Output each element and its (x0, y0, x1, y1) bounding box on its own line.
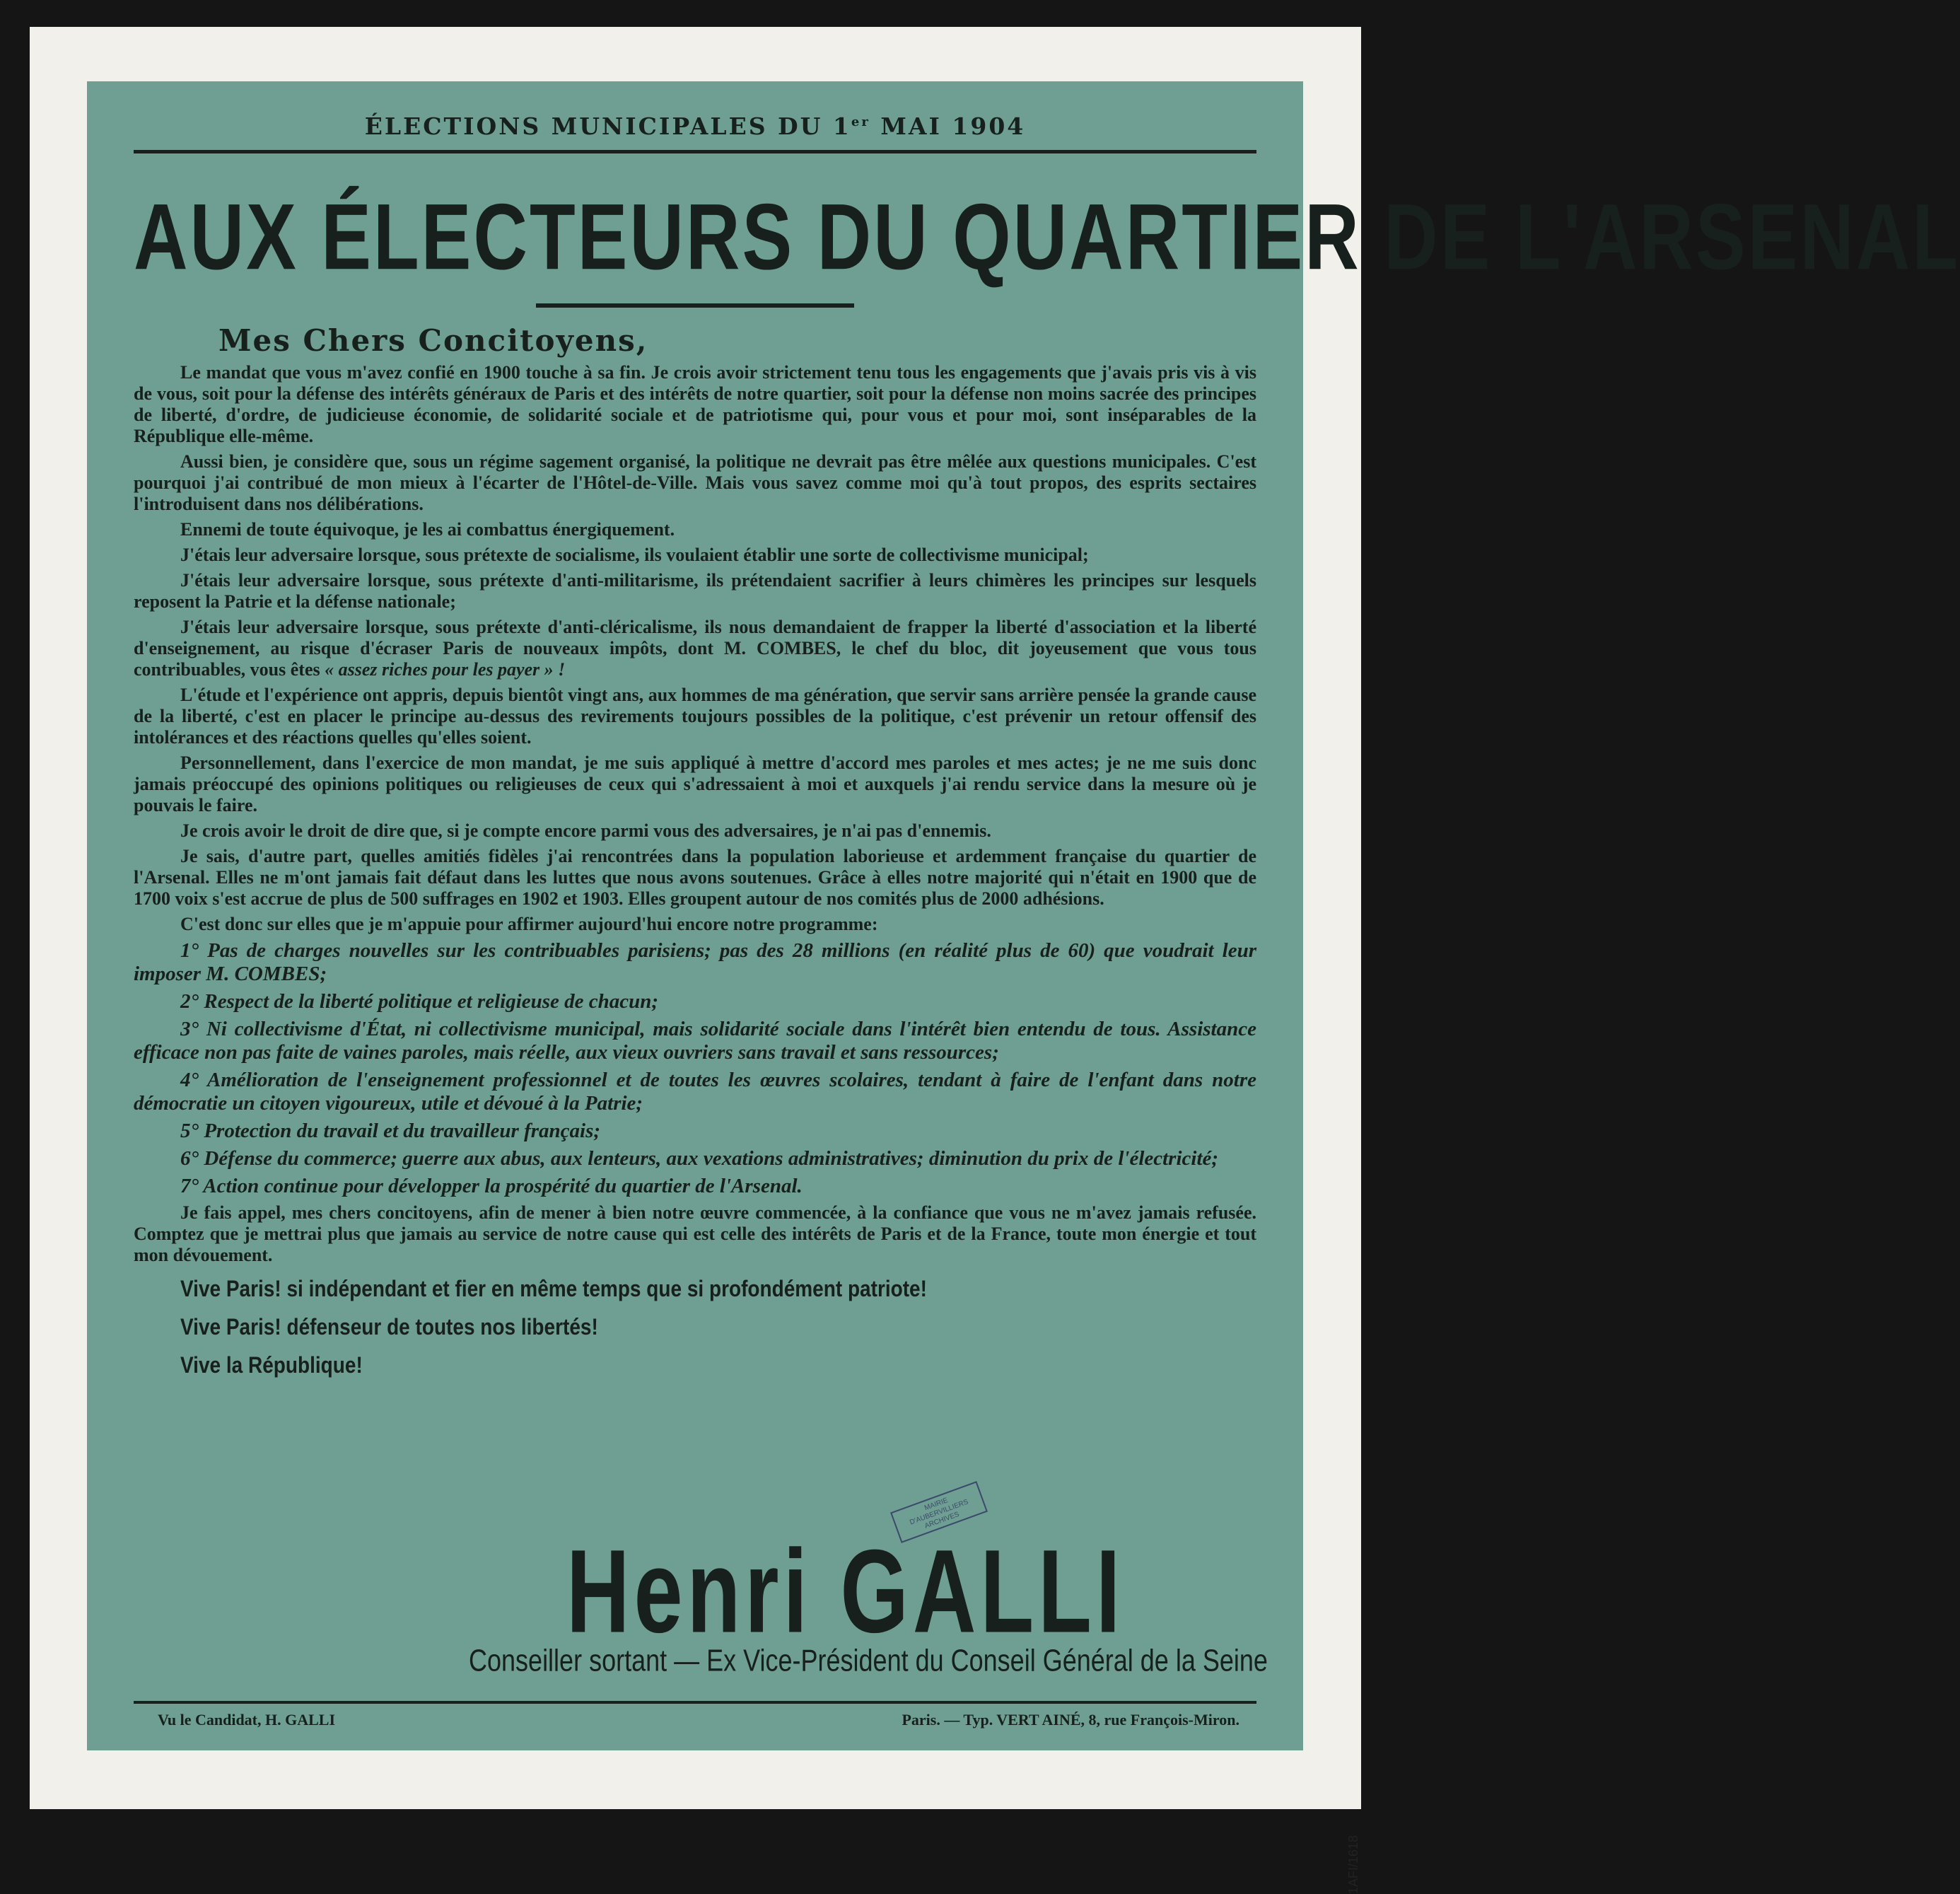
footer-rule (134, 1701, 1256, 1704)
vivat-line: Vive Paris! si indépendant et fier en même temps que si profondément patriote! (180, 1276, 927, 1301)
programme-item: 2° Respect de la liberté politique et religieuse de chacun; (180, 990, 659, 1013)
paragraph: Ennemi de toute équivoque, je les ai combattus énergiquement. (180, 519, 675, 540)
paragraph: J'étais leur adversaire lorsque, sous prétexte d'anti-militarisme, ils prétendaient sacrifier à leurs chimères les principes sur lesquels reposent la Patrie et la défense nationale; (134, 570, 1256, 612)
candidate-title: Conseiller sortant — Ex Vice-Président du Conseil Général de la Seine (469, 1643, 1268, 1678)
paragraph: C'est donc sur elles que je m'appuie pour affirmer aujourd'hui encore notre programme: (180, 914, 878, 934)
election-poster (87, 81, 1960, 1750)
programme-list (134, 939, 1256, 1198)
paragraph: L'étude et l'expérience ont appris, depuis bientôt vingt ans, aux hommes de ma génération, que servir sans arrière pensée la grande cause de la liberté, c'est en placer le principe au-dessus des revirements toujours possibles de la politique, c'est prévenir un retour offensif des intolérances et des réactions quelles qu'elles soient. (134, 685, 1256, 748)
main-title: AUX ÉLECTEURS DU QUARTIER DE L'ARSENAL (134, 185, 1960, 289)
candidate-name: Henri GALLI (566, 1526, 1125, 1658)
paragraph: Je crois avoir le droit de dire que, si je compte encore parmi vous des adversaires, je n'ai pas d'ennemis. (180, 820, 991, 841)
programme-item: 3° Ni collectivisme d'État, ni collectivisme municipal, mais solidarité sociale dans l'intérêt bien entendu de tous. Assistance efficace non pas faite de vaines paroles, mais réelle, aux vieux ouvriers sans travail et sans ressources; (134, 1018, 1256, 1064)
catalog-number: 1AFI/1618 (1346, 1835, 1360, 1894)
programme-item: 7° Action continue pour développer la prospérité du quartier de l'Arsenal. (180, 1175, 803, 1197)
title-rule (536, 303, 854, 308)
salutation: Mes Chers Concitoyens, (218, 323, 648, 358)
paragraph: Personnellement, dans l'exercice de mon mandat, je me suis appliqué à mettre d'accord mes paroles et mes actes; je ne me suis donc jamais préoccupé des opinions politiques ou religieuses de ceux qui s'adressaient à moi et auxquels j'ai rendu service dans la mesure où je pouvais le faire. (134, 753, 1256, 815)
programme-item: 5° Protection du travail et du travailleur français; (180, 1120, 601, 1142)
footer-candidate: Vu le Candidat, H. GALLI (158, 1711, 336, 1729)
paragraph-combes: J'étais leur adversaire lorsque, sous prétexte d'anti-cléricalisme, ils nous demandaient de frapper la liberté d'association et la liberté d'enseignement, au risque d'écraser Paris de nouveaux impôts, dont M. COMBES, le chef du bloc, dit joyeusement que vous tous contribuables, vous êtes « assez riches pour les payer » ! (134, 617, 1256, 680)
vivat-line: Vive Paris! défenseur de toutes nos libertés! (180, 1314, 598, 1340)
programme-item: 4° Amélioration de l'enseignement professionnel et de toutes les œuvres scolaires, tendant à faire de l'enfant dans notre démocratie un citoyen vigoureux, utile et dévoué à la Patrie; (134, 1069, 1256, 1115)
footer (158, 1711, 1239, 1729)
programme-item: 6° Défense du commerce; guerre aux abus, aux lenteurs, aux vexations administratives; diminution du prix de l'électricité; (180, 1147, 1219, 1170)
header-rule (134, 150, 1256, 153)
closing-paragraph: Je fais appel, mes chers concitoyens, afin de mener à bien notre œuvre commencée, à la confiance que vous ne m'avez jamais refusée. Comptez que je mettrai plus que jamais au service de notre cause qui est celle des intérêts de Paris et de la France, toute mon énergie et tout mon dévouement. (134, 1202, 1256, 1265)
letter-body (134, 362, 1256, 1266)
paragraph: Aussi bien, je considère que, sous un régime sagement organisé, la politique ne devrait pas être mêlée aux questions municipales. C'est pourquoi j'ai contribué de mon mieux à l'écarter de l'Hôtel-de-Ville. Mais vous savez comme moi qu'à tout propos, des esprits sectaires l'introduisent dans nos délibérations. (134, 451, 1256, 514)
vivats (180, 1276, 1256, 1378)
election-header: ÉLECTIONS MUNICIPALES DU 1er MAI 1904 (364, 112, 1026, 140)
archive-stamp: MAIRIE D'AUBERVILLIERS ARCHIVES (890, 1481, 988, 1543)
paragraph: Le mandat que vous m'avez confié en 1900 touche à sa fin. Je crois avoir strictement tenu tous les engagements que j'avais pris vis à vis de vous, soit pour la défense des intérêts généraux de Paris et des intérêts de notre quartier, soit pour la défense non moins sacrée des principes de liberté, d'ordre, de judicieuse économie, de solidarité sociale et de patriotisme qui, pour vous et pour moi, sont inséparables de la République elle-même. (134, 362, 1256, 446)
programme-item: 1° Pas de charges nouvelles sur les contribuables parisiens; pas des 28 millions (en réalité plus de 60) que voudrait leur imposer M. COMBES; (134, 939, 1256, 985)
vivat-line: Vive la République! (180, 1352, 363, 1378)
footer-printer: Paris. — Typ. VERT AINÉ, 8, rue François-Miron. (902, 1711, 1239, 1729)
paragraph: J'étais leur adversaire lorsque, sous prétexte de socialisme, ils voulaient établir une sorte de collectivisme municipal; (180, 545, 1089, 565)
paragraph: Je sais, d'autre part, quelles amitiés fidèles j'ai rencontrées dans la population laborieuse et ardemment française du quartier de l'Arsenal. Elles ne m'ont jamais fait défaut dans les luttes que nous avons soutenues. Grâce à elles notre majorité qui n'était en 1900 que de 1700 voix s'est accrue de plus de 500 suffrages en 1902 et 1903. Elles groupent autour de nos comités plus de 2000 adhésions. (134, 846, 1256, 909)
